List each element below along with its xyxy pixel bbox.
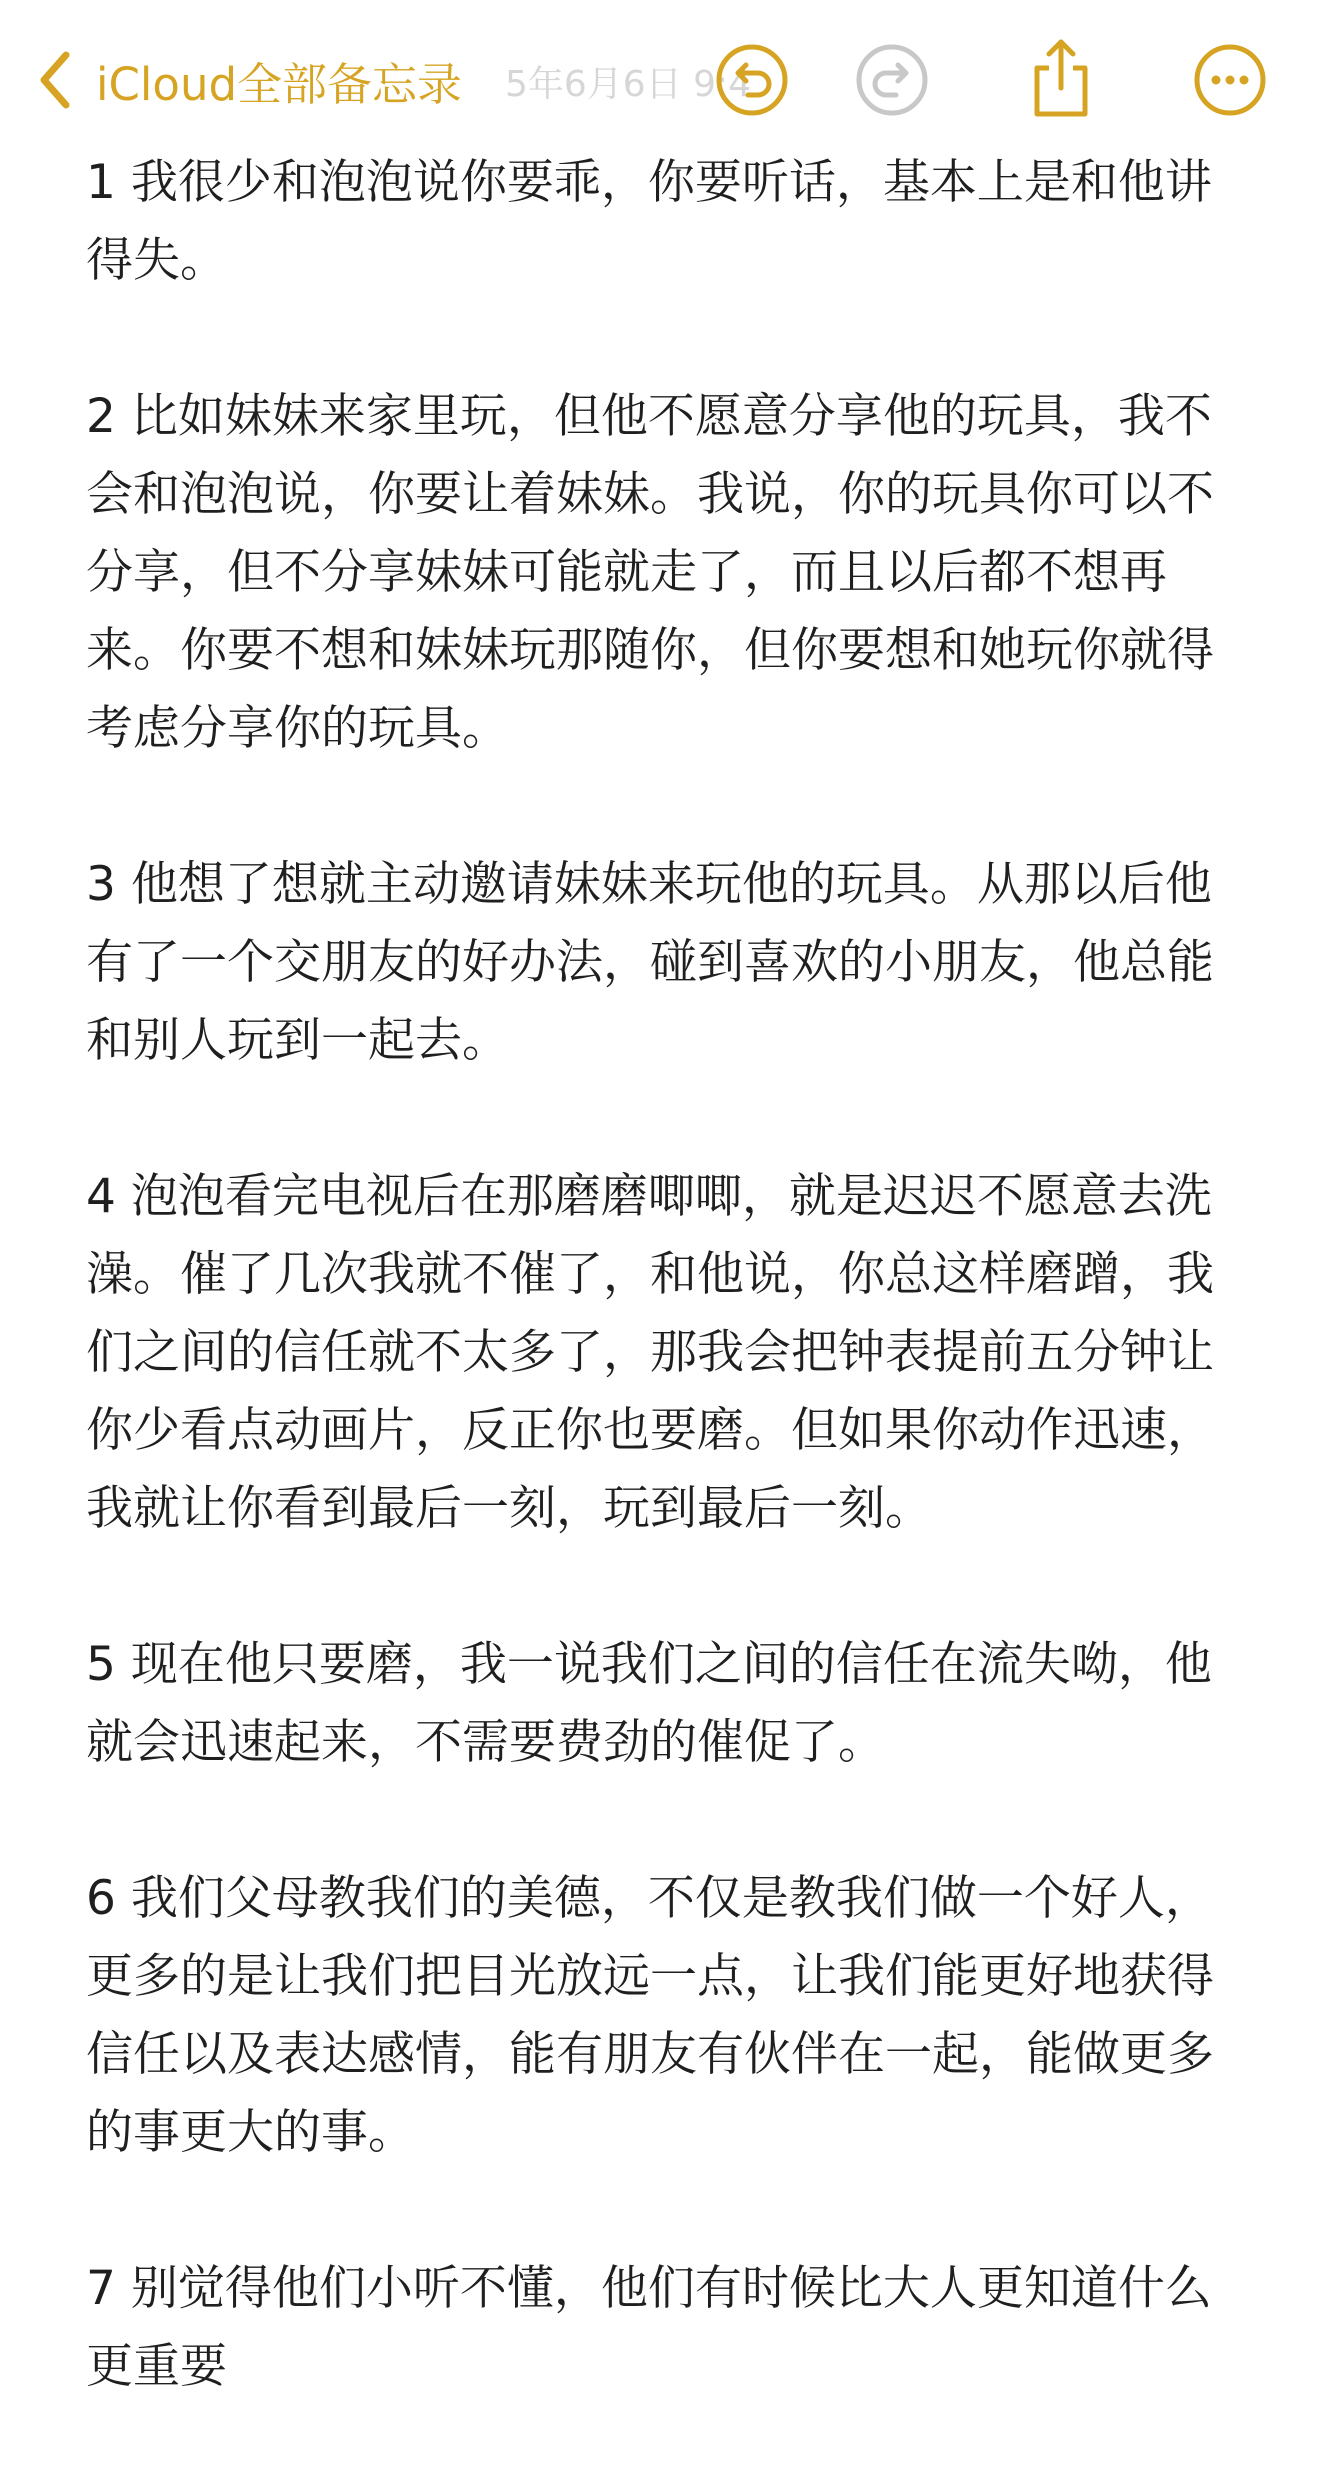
note-paragraph-5: 5 现在他只要磨，我一说我们之间的信任在流失呦，他就会迅速起来，不需要费劲的催促了。 [86,1637,1212,1770]
note-paragraph-6: 6 我们父母教我们的美德，不仅是教我们做一个好人，更多的是让我们把目光放远一点，让我们能更好地获得信任以及表达感情，能有朋友有伙伴在一起，能做更多的事更大的事。 [86,1871,1214,2160]
undo-button[interactable] [714,42,790,118]
back-label: iCloud全部备忘录 [96,57,463,111]
share-icon [1023,34,1099,120]
note-paragraph-4: 4 泡泡看完电视后在那磨磨唧唧，就是迟迟不愿意去洗澡。催了几次我就不催了，和他说，你总这样磨蹭，我们之间的信任就不太多了，那我会把钟表提前五分钟让你少看点动画片，反正你也要磨。但如果你动作迅速，我就让你看到最后一刻，玩到最后一刻。 [86,1169,1214,1536]
note-date-faint: 5年6月6日 9:4 [505,64,752,105]
chevron-left-icon [36,49,74,111]
undo-icon [714,42,790,118]
redo-icon [854,42,930,118]
note-paragraph-2: 2 比如妹妹来家里玩，但他不愿意分享他的玩具，我不会和泡泡说，你要让着妹妹。我说，你的玩具你可以不分享，但不分享妹妹可能就走了，而且以后都不想再来。你要不想和妹妹玩那随你，但你要想和她玩你就得考虑分享你的玩具。 [86,389,1214,756]
more-icon [1192,42,1268,118]
notes-toolbar [0,0,1320,155]
note-paragraph-3: 3 他想了想就主动邀请妹妹来玩他的玩具。从那以后他有了一个交朋友的好办法，碰到喜欢的小朋友，他总能和别人玩到一起去。 [86,857,1214,1068]
note-paragraph-1: 1 我很少和泡泡说你要乖，你要听话，基本上是和他讲得失。 [86,155,1212,288]
note-body[interactable] [86,144,1246,2406]
more-button[interactable] [1192,42,1268,118]
redo-button[interactable] [854,42,930,118]
back-button[interactable] [36,42,462,118]
share-button[interactable] [1023,34,1099,110]
note-paragraph-7: 7 别觉得他们小听不懂，他们有时候比大人更知道什么更重要 [86,2261,1212,2394]
